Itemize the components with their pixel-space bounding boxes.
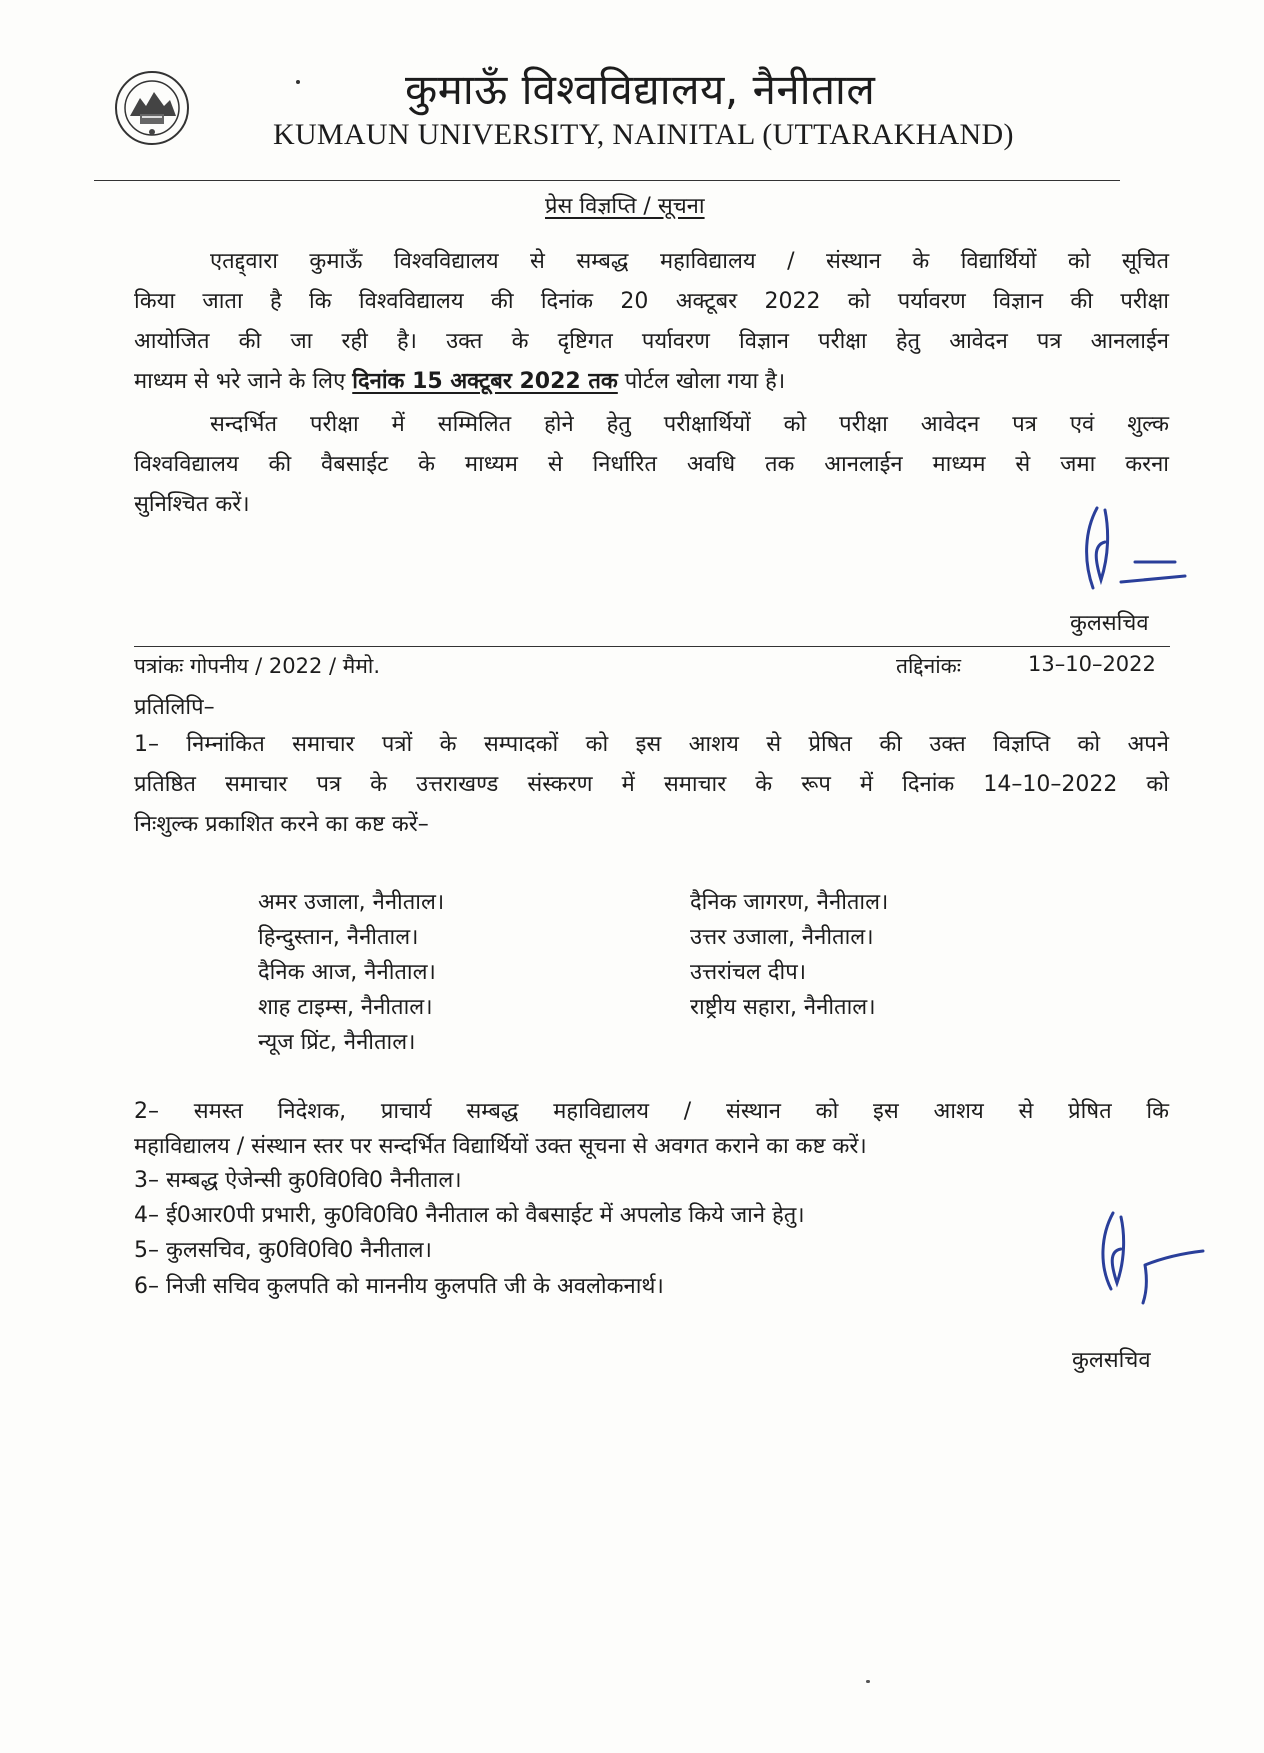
paragraph-line: विश्वविद्यालय की वैबसाईट के माध्यम से निर्धारित अवधि तक आनलाईन माध्यम से जमा करना: [134, 452, 1169, 477]
copy-to-label: प्रतिलिपि–: [134, 695, 215, 720]
stray-dot: [866, 1680, 870, 1683]
paragraph-line: किया जाता है कि विश्वविद्यालय की दिनांक 20 अक्टूबर 2022 को पर्यावरण विज्ञान की परीक्षा: [134, 289, 1169, 314]
list-item: उत्तरांचल दीप।: [690, 960, 807, 985]
handwritten-signature: [1085, 1205, 1215, 1319]
signatory-label: कुलसचिव: [1070, 611, 1149, 636]
paragraph-line: सन्दर्भित परीक्षा में सम्मिलित होने हेतु परीक्षार्थियों को परीक्षा आवेदन पत्र एवं शुल्क: [210, 412, 1169, 437]
university-seal-icon: [114, 70, 190, 146]
header-divider: [94, 180, 1120, 181]
university-name-hindi: कुमाऊँ विश्वविद्यालय, नैनीताल: [405, 65, 876, 114]
deadline-highlight: दिनांक 15 अक्टूबर 2022 तक: [352, 369, 618, 394]
newspaper-list-right: [690, 885, 888, 1025]
notice-paragraph-1: [134, 242, 1169, 402]
paragraph-line: 2– समस्त निदेशक, प्राचार्य सम्बद्ध महाविद्यालय / संस्थान को इस आशय से प्रेषित कि: [134, 1099, 1169, 1124]
paragraph-line: प्रतिष्ठित समाचार पत्र के उत्तराखण्ड संस्करण में समाचार के रूप में दिनांक 14–10–2022 को: [134, 772, 1169, 797]
paragraph-text: पोर्टल खोला गया है।: [617, 369, 786, 394]
notice-paragraph-2: [134, 405, 1169, 525]
list-item: राष्ट्रीय सहारा, नैनीताल।: [690, 995, 876, 1020]
paragraph-line: [134, 362, 1169, 402]
list-item: हिन्दुस्तान, नैनीताल।: [258, 925, 419, 950]
section-divider: [134, 646, 1170, 647]
copy-item-2: [134, 1094, 1169, 1164]
list-item: उत्तर उजाला, नैनीताल।: [690, 925, 874, 950]
copy-item-6: 6– निजी सचिव कुलपति को माननीय कुलपति जी के अवलोकनार्थ।: [134, 1274, 664, 1299]
reference-number: पत्रांकः गोपनीय / 2022 / मैमो.: [134, 654, 380, 678]
list-item: अमर उजाला, नैनीताल।: [258, 890, 445, 915]
paragraph-line: एतद्द्वारा कुमाऊँ विश्वविद्यालय से सम्बद्ध महाविद्यालय / संस्थान के विद्यार्थियों को सूचित: [210, 249, 1169, 274]
notice-heading: प्रेस विज्ञप्ति / सूचना: [545, 194, 705, 219]
copy-item-3: 3– सम्बद्ध ऐजेन्सी कु0वि0वि0 नैनीताल।: [134, 1168, 462, 1193]
date-value: 13–10–2022: [1028, 652, 1156, 676]
university-name-english: KUMAUN UNIVERSITY, NAINITAL (UTTARAKHAND): [273, 118, 1014, 151]
paragraph-line: महाविद्यालय / संस्थान स्तर पर सन्दर्भित विद्यार्थियों उक्त सूचना से अवगत कराने का कष्ट करें।: [134, 1134, 867, 1159]
paragraph-text: माध्यम से भरे जाने के लिए: [134, 369, 353, 394]
copy-item-5: 5– कुलसचिव, कु0वि0वि0 नैनीताल।: [134, 1238, 432, 1263]
newspaper-list-left: [258, 885, 444, 1060]
copy-item-4: 4– ई0आर0पी प्रभारी, कु0वि0वि0 नैनीताल को वैबसाईट में अपलोड किये जाने हेतु।: [134, 1203, 805, 1228]
signatory-label: कुलसचिव: [1072, 1348, 1151, 1373]
stray-dot: [296, 80, 300, 84]
paragraph-line: निःशुल्क प्रकाशित करने का कष्ट करें–: [134, 812, 429, 837]
paragraph-line: सुनिश्चित करें।: [134, 492, 250, 517]
handwritten-signature: [1065, 500, 1195, 619]
paragraph-line: आयोजित की जा रही है। उक्त के दृष्टिगत पर्यावरण विज्ञान परीक्षा हेतु आवेदन पत्र आनलाईन: [134, 329, 1169, 354]
paragraph-line: 1– निम्नांकित समाचार पत्रों के सम्पादकों को इस आशय से प्रेषित की उक्त विज्ञप्ति को अपने: [134, 732, 1169, 757]
copy-item-1: [134, 725, 1169, 845]
list-item: दैनिक आज, नैनीताल।: [258, 960, 436, 985]
list-item: शाह टाइम्स, नैनीताल।: [258, 995, 433, 1020]
list-item: दैनिक जागरण, नैनीताल।: [690, 890, 889, 915]
list-item: न्यूज प्रिंट, नैनीताल।: [258, 1030, 416, 1055]
date-label: तद्दिनांकः: [896, 654, 962, 678]
